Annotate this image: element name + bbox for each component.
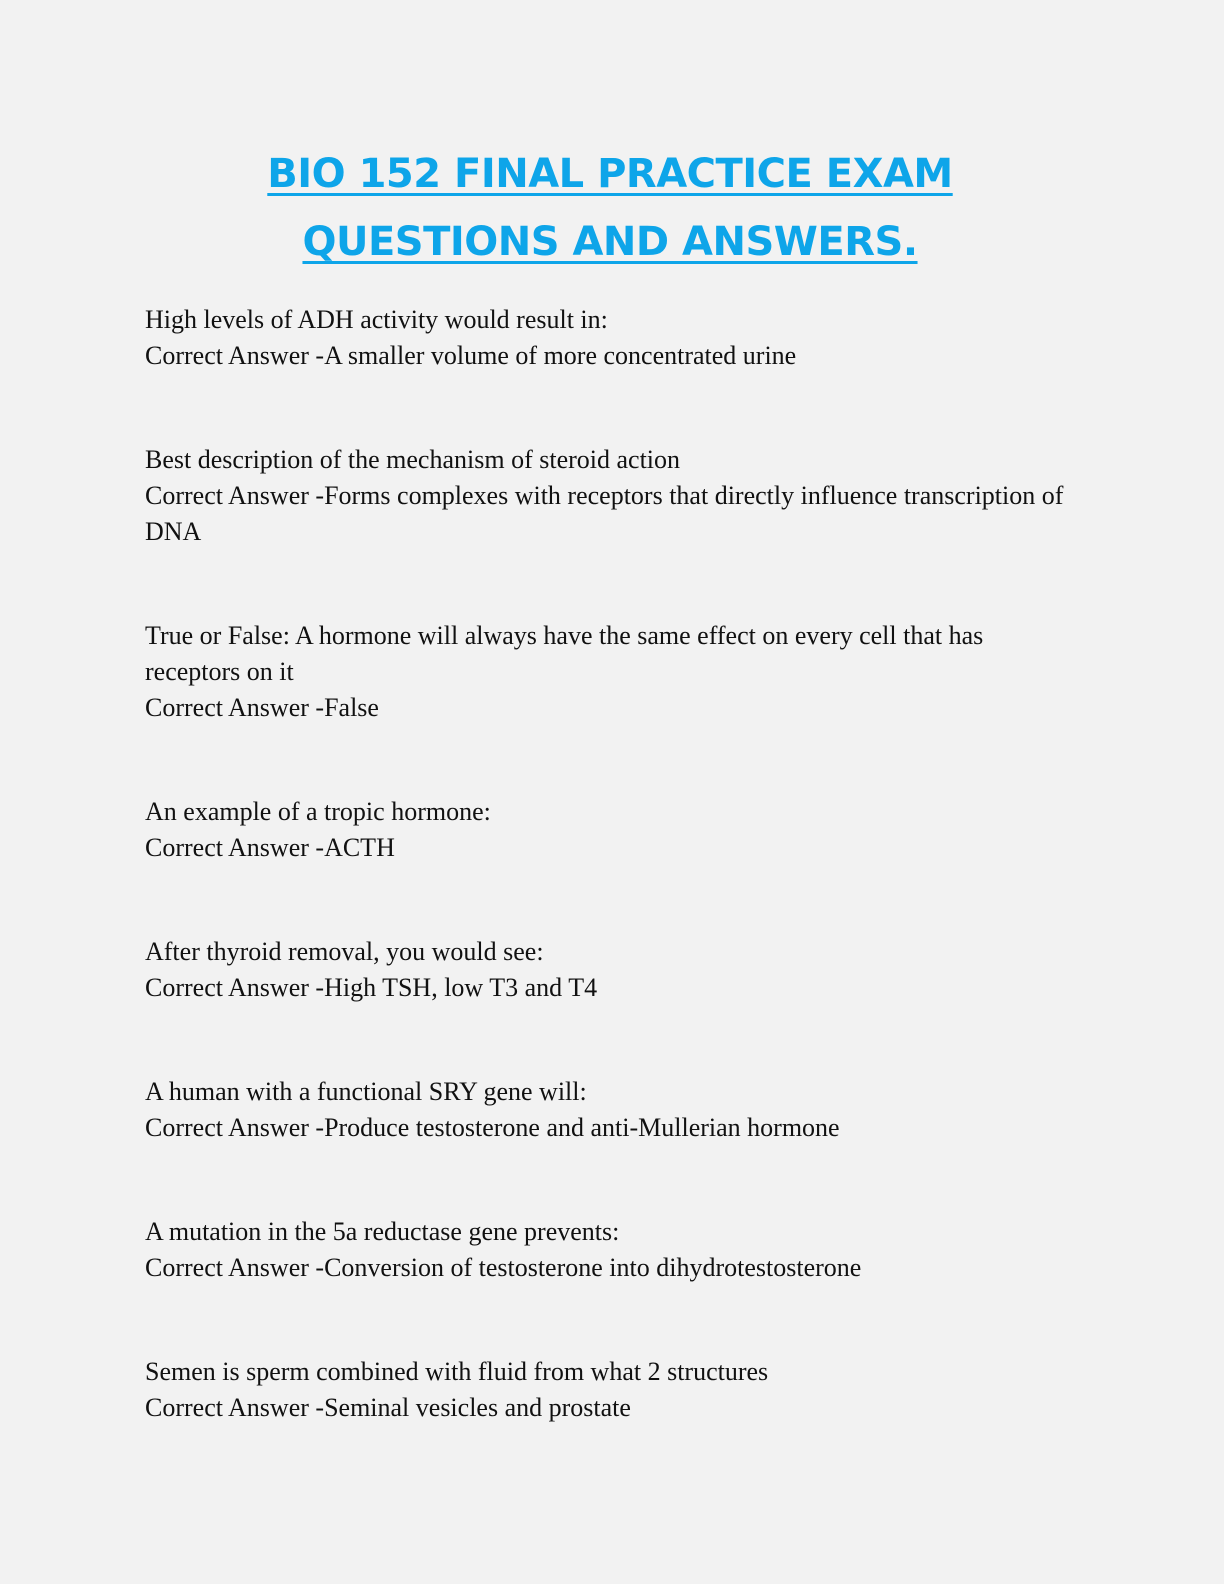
answer-text: High TSH, low T3 and T4: [324, 973, 598, 1002]
answer-line: [145, 690, 1075, 726]
answer-line: [145, 478, 1075, 550]
answer-prefix: Correct Answer -: [145, 481, 325, 510]
answer-line: [145, 338, 1075, 374]
answer-text: Forms complexes with receptors that directly influence transcription of DNA: [145, 481, 1064, 546]
question-text: A mutation in the 5a reductase gene prevents:: [145, 1217, 620, 1246]
answer-text: A smaller volume of more concentrated urine: [324, 341, 797, 370]
answer-line: [145, 1390, 1075, 1426]
document-page: [145, 140, 1075, 1494]
qa-item: [145, 1214, 1075, 1286]
question-text: An example of a tropic hormone:: [145, 797, 491, 826]
answer-prefix: Correct Answer -: [145, 341, 325, 370]
answer-line: [145, 970, 1075, 1006]
answer-line: [145, 1250, 1075, 1286]
qa-item: [145, 794, 1075, 866]
qa-list: [145, 302, 1075, 1426]
question-text: True or False: A hormone will always have the same effect on every cell that has receptors on it: [145, 621, 984, 686]
answer-prefix: Correct Answer -: [145, 1113, 325, 1142]
answer-text: Conversion of testosterone into dihydrotestosterone: [324, 1253, 862, 1282]
answer-text: Seminal vesicles and prostate: [324, 1393, 631, 1422]
answer-prefix: Correct Answer -: [145, 833, 325, 862]
answer-prefix: Correct Answer -: [145, 1393, 325, 1422]
answer-prefix: Correct Answer -: [145, 973, 325, 1002]
qa-item: [145, 1074, 1075, 1146]
qa-item: [145, 934, 1075, 1006]
question-text: Semen is sperm combined with fluid from what 2 structures: [145, 1357, 769, 1386]
qa-item: [145, 442, 1075, 550]
answer-text: False: [324, 693, 379, 722]
qa-item: [145, 1354, 1075, 1426]
page-title: BIO 152 FINAL PRACTICE EXAM QUESTIONS AND ANSWERS.: [267, 151, 953, 265]
question-text: After thyroid removal, you would see:: [145, 937, 544, 966]
qa-item: [145, 618, 1075, 726]
question-text: High levels of ADH activity would result in:: [145, 305, 608, 334]
qa-item: [145, 302, 1075, 374]
answer-text: Produce testosterone and anti-Mullerian hormone: [324, 1113, 840, 1142]
answer-prefix: Correct Answer -: [145, 693, 325, 722]
answer-prefix: Correct Answer -: [145, 1253, 325, 1282]
answer-text: ACTH: [324, 833, 395, 862]
question-text: A human with a functional SRY gene will:: [145, 1077, 587, 1106]
answer-line: [145, 830, 1075, 866]
question-text: Best description of the mechanism of steroid action: [145, 445, 681, 474]
answer-line: [145, 1110, 1075, 1146]
